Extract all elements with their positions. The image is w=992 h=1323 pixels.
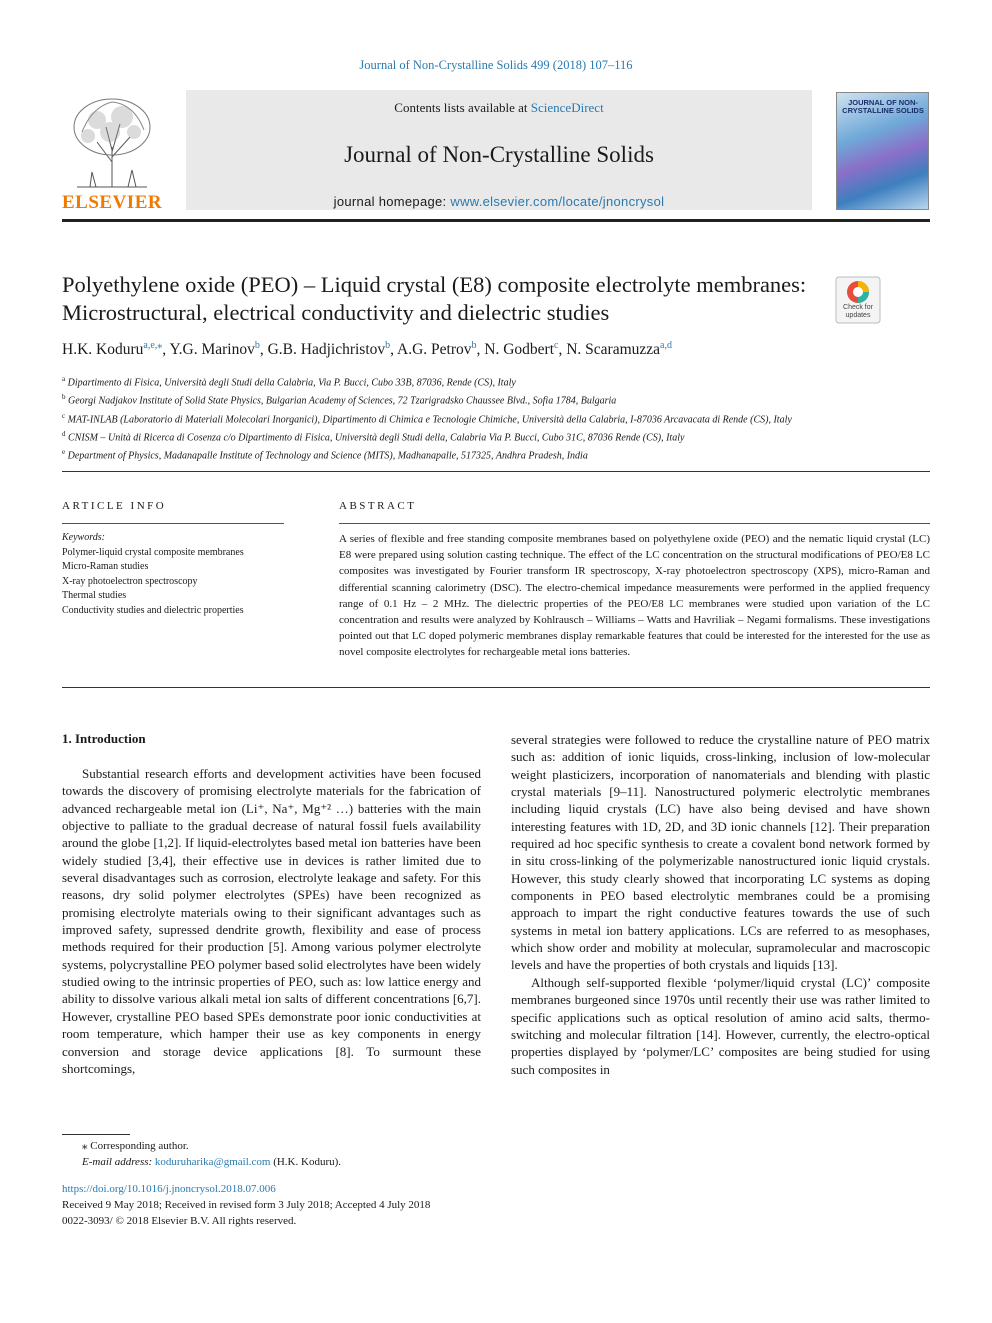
elsevier-wordmark: ELSEVIER: [62, 192, 163, 213]
keywords-label: Keywords:: [62, 532, 105, 543]
contents-prefix: Contents lists available at: [394, 100, 531, 115]
affiliation-mark: b: [62, 393, 66, 402]
affiliation-text: Georgi Nadjakov Institute of Solid State Physics, Bulgarian Academy of Sciences, 72 Tzarigradsko Chaussee Blvd., Sofia 1784, Bulgaria: [65, 395, 617, 407]
sciencedirect-link[interactable]: ScienceDirect: [530, 100, 604, 115]
email-link[interactable]: koduruharika@gmail.com: [154, 1156, 271, 1168]
journal-reference-link[interactable]: Journal of Non-Crystalline Solids 499 (2018) 107–116: [359, 58, 633, 72]
author-name: G.B. Hadjichristov: [267, 341, 386, 359]
abstract-heading: ABSTRACT: [339, 500, 417, 512]
affiliation-text: CNISM – Unità di Ricerca di Cosenza c/o Dipartimento di Fisica, Università degli Studi della, Calabria Via P. Bucci, Cubo 31C, 87036 Rende (CS), Italy: [65, 432, 685, 444]
keyword-item: X-ray photoelectron spectroscopy: [62, 575, 198, 587]
doi-link[interactable]: https://doi.org/10.1016/j.jnoncrysol.2018.07.006: [62, 1183, 276, 1195]
keywords-block: [62, 531, 284, 618]
cover-title: JOURNAL OF NON-CRYSTALLINE SOLIDS: [842, 98, 924, 115]
affiliation-item: [62, 372, 930, 390]
keyword-item: Thermal studies: [62, 590, 127, 601]
author-affiliation-mark[interactable]: b: [471, 340, 477, 351]
contents-line: [186, 100, 812, 116]
author-name: N. Scaramuzza: [566, 341, 661, 359]
affiliation-mark: d: [62, 429, 66, 438]
author-list: H.K. Koduru$^{a,e,⁎}$, Y.G. Marinov$^b$, G.B. Hadjichristov$^b$, A.G. Petrov$^b$, N. Godbert$^c$, N. Scaramuzza$^{a,d}$: [62, 340, 672, 359]
divider: [62, 687, 930, 688]
homepage-link[interactable]: www.elsevier.com/locate/jnoncrysol: [450, 194, 665, 209]
affiliation-mark: e: [62, 448, 66, 457]
received-dates: Received 9 May 2018; Received in revised form 3 July 2018; Accepted 4 July 2018: [62, 1199, 431, 1211]
affiliation-item: [62, 390, 930, 408]
journal-cover-image[interactable]: [836, 92, 929, 210]
author-affiliation-mark[interactable]: a,e,⁎: [143, 340, 163, 351]
keyword-item: Conductivity studies and dielectric properties: [62, 604, 244, 616]
author-affiliation-mark[interactable]: c: [554, 340, 559, 351]
footnote-star: ⁎: [82, 1140, 88, 1152]
corresponding-author-text: Corresponding author.: [90, 1140, 189, 1152]
intro-right-column: [511, 731, 930, 1078]
article-title: Polyethylene oxide (PEO) – Liquid crystal (E8) composite electrolyte membranes: Microstructural, electrical conductivity and dielectric studies: [62, 272, 807, 325]
footnote-rule: [62, 1134, 130, 1135]
author-affiliation-mark[interactable]: a,d: [660, 340, 672, 351]
check-for-updates-label: Check for updates: [843, 304, 873, 319]
author-name: N. Godbert: [484, 341, 555, 359]
author-name: A.G. Petrov: [397, 341, 472, 359]
divider: [62, 471, 930, 472]
divider: [62, 523, 284, 524]
section-heading-introduction: 1. Introduction: [62, 731, 146, 746]
homepage-prefix: journal homepage:: [333, 194, 451, 209]
homepage-line: [186, 194, 812, 209]
intro-paragraph: Although self-supported flexible ‘polymer/liquid crystal (LC)’ composite membranes burgeoned since 1970s until recently their use was rather limited to specific applications such as optical resolution of amino acid salts, thermo-switching and molecular filtration [14]. However, currently, the electro-optical properties displayed by ‘polymer/LC’ composites are being studied for using such composites in: [511, 974, 930, 1077]
author-affiliation-mark[interactable]: b: [254, 340, 260, 351]
header-rule: [62, 219, 930, 222]
affiliation-text: Department of Physics, Madanapalle Institute of Technology and Science (MITS), Madhanapalle, 517325, Andhra Pradesh, India: [65, 450, 588, 462]
affiliation-text: Dipartimento di Fisica, Università degli Studi della Calabria, Via P. Bucci, Cubo 33B, 87036, Rende (CS), Italy: [65, 377, 516, 389]
affiliations: [62, 372, 930, 464]
affiliation-item: [62, 445, 930, 463]
author-name: H.K. Koduru: [62, 341, 144, 359]
article-info-heading: ARTICLE INFO: [62, 500, 167, 512]
corresponding-author-note: [62, 1138, 662, 1154]
intro-paragraph: several strategies were followed to reduce the crystalline nature of PEO matrix such as: addition of ionic liquids, cross-linking, inclusion of low-molecular weight plasticizers, incorporation of nanomaterials and blending with plastic crystal materials [9–11]. Nanostructured polymeric electrolytic membranes including liquid crystals (LC) have also being devised and have shown interesting features with 1D, 2D, and 3D ionic channels [12]. Their preparation required ad hoc specific synthesis to create a covalent bond network formed by in situ cross-linking of the polymerizable nanostructured ionic liquid crystals. However, this study clearly showed that incorporating LC systems as doping components in PEO based electrolytic membranes could be a promising approach to impart the right conductive features towards the use of such systems in metal ion battery applications. LCs are referred to as mesophases, which show order and mobility at molecular, supramolecular and macroscopic levels and have the properties of both crystals and liquids [13].: [511, 732, 930, 973]
affiliation-text: MAT-INLAB (Laboratorio di Materiali Molecolari Inorganici), Dipartimento di Chimica e Tecnologie Chimiche, Università della Calabria, I-87036 Arcavacata di Rende (CS), Italy: [65, 413, 792, 425]
affiliation-item: [62, 427, 930, 445]
keyword-item: Micro-Raman studies: [62, 561, 149, 572]
affiliation-mark: a: [62, 375, 66, 383]
footnote: [62, 1138, 662, 1170]
author-affiliation-mark[interactable]: b: [385, 340, 391, 351]
keyword-item: Polymer-liquid crystal composite membranes: [62, 546, 244, 558]
divider: [339, 523, 930, 524]
journal-title: Journal of Non-Crystalline Solids: [344, 142, 654, 167]
copyright-notice: 0022-3093/ © 2018 Elsevier B.V. All rights reserved.: [62, 1215, 297, 1227]
email-line: [62, 1154, 662, 1170]
intro-left-column: Substantial research efforts and development activities have been focused towards the discovery of promising electrolyte materials for the fabrication of advanced rechargeable metal ion (Li⁺, Na⁺, Mg⁺² …) batteries with the main objective to palliate to the gradual decrease of natural fossil fuels availability around the globe [1,2]. If liquid-electrolytes based metal ion batteries have been widely studied [3,4], their effective use in devices is rather limited due to several disadvantages such as corrosion, electrolyte leakage and safety. For this reasons, dry solid polymer electrolytes (SPEs) have been recognized as promising electrolyte materials owing to their significant advantages such as improved safety, supressed dendrite growth, flexibility and ease of process methods required for their production [5]. Among various polymer electrolyte systems, polycrystalline PEO polymer based solid electrolytes have been widely studied owing to the intrinsic properties of PEO, such as: low lattice energy and ability to dissolve various alkali metal ion salts of different concentrations [6,7]. However, crystalline PEO based SPEs demonstrate poor ionic conductivities at room temperature, which hamper their use as key components in energy conversion and storage device applications [8]. To surmount these shortcomings,: [62, 766, 481, 1076]
abstract-text: A series of flexible and free standing composite membranes based on polyethylene oxide (PEO) and the nematic liquid crystal (LC) E8 were prepared using solution casting technique. The effect of the LC concentration on the structural modifications of PEO/E8 LC composites was investigated by Fourier transform IR spectroscopy, X-ray photoelectron spectroscopy (XPS), micro-Raman and differential scanning calorimetry (DSC). The electro-chemical impedance measurements were performed in the applied frequency range of 0.1 Hz – 2 MHz. The dielectric properties of the PEO/E8 LC membranes were studied upon variation of the LC concentration and results were analyzed by Kohlrausch – Williams – Watts and Havriliak – Negami formalisms. These investigations pointed out that LC doped polymeric membranes display remarkable features that could be interested for the interested for the use as novel composite electrolytes for rechargeable metal ions batteries.: [339, 533, 930, 659]
affiliation-mark: c: [62, 411, 66, 420]
affiliation-item: [62, 409, 930, 427]
email-label: E-mail address:: [82, 1156, 153, 1168]
author-name: Y.G. Marinov: [169, 341, 255, 359]
email-owner: (H.K. Koduru).: [273, 1156, 342, 1168]
